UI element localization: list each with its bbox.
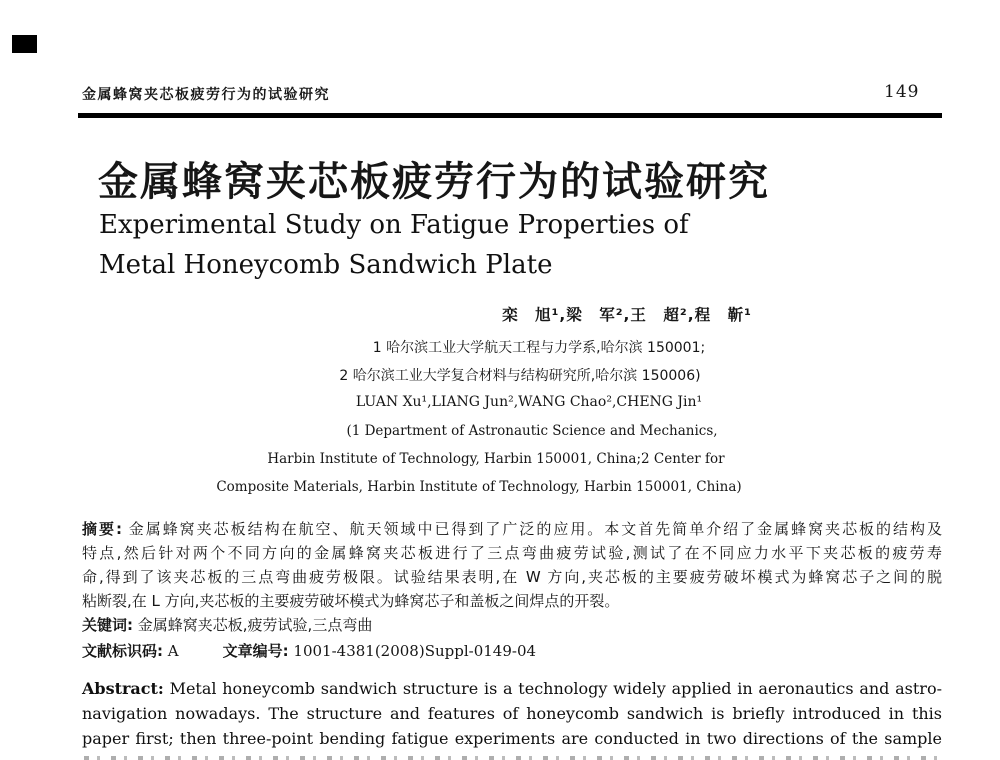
doc-code-value: A xyxy=(167,642,179,660)
affiliation-cn-1: 1 哈尔滨工业大学航天工程与力学系,哈尔滨 150001; xyxy=(372,340,706,356)
authors-en: LUAN Xu¹,LIANG Jun²,WANG Chao²,CHENG Jin¹ xyxy=(355,394,703,410)
abstract-cn-line-1 xyxy=(82,520,942,539)
page-number: 149 xyxy=(884,82,920,102)
abstract-cn-line-2: 特点,然后针对两个不同方向的金属蜂窝夹芯板进行了三点弯曲疲劳试验,测试了在不同应力水平下夹芯板的疲劳寿 xyxy=(82,544,942,562)
abstract-en-line-2: navigation nowadays. The structure and features of honeycomb sandwich is briefly introduced in this xyxy=(82,704,942,723)
abstract-en-line-3: paper first; then three-point bending fatigue experiments are conducted in two directions of the sample xyxy=(82,729,942,748)
article-title-en-line1: Experimental Study on Fatigue Properties of xyxy=(99,210,689,240)
article-title-en-line2: Metal Honeycomb Sandwich Plate xyxy=(99,250,553,280)
doc-id-line xyxy=(82,642,942,661)
affiliation-cn-2: 2 哈尔滨工业大学复合材料与结构研究所,哈尔滨 150006) xyxy=(339,368,701,384)
doc-code-label: 文献标识码: xyxy=(82,642,163,660)
clipped-text-line xyxy=(84,756,940,760)
keywords-text: 金属蜂窝夹芯板,疲劳试验,三点弯曲 xyxy=(137,616,373,634)
author-block xyxy=(82,0,942,520)
affiliation-en-2: Harbin Institute of Technology, Harbin 150001, China;2 Center for xyxy=(267,451,725,467)
article-number-value: 1001-4381(2008)Suppl-0149-04 xyxy=(293,642,537,660)
abstract-en-text-1: Metal honeycomb sandwich structure is a technology widely applied in aeronautics and astro- xyxy=(169,679,942,698)
abstract-cn-line-3: 命,得到了该夹芯板的三点弯曲疲劳极限。试验结果表明,在 W 方向,夹芯板的主要疲劳破坏模式为蜂窝芯子之间的脱 xyxy=(82,568,942,586)
abstract-cn-line-4: 粘断裂,在 L 方向,夹芯板的主要疲劳破坏模式为蜂窝芯子和盖板之间焊点的开裂。 xyxy=(82,592,620,610)
keywords-label: 关键词: xyxy=(82,616,133,634)
scan-artifact-mark xyxy=(12,35,37,53)
affiliation-en-3: Composite Materials, Harbin Institute of Technology, Harbin 150001, China) xyxy=(216,479,742,495)
affiliation-en-1: (1 Department of Astronautic Science and Mechanics, xyxy=(346,423,718,439)
keywords-line xyxy=(82,616,942,635)
abstract-cn-label: 摘要: xyxy=(82,520,122,538)
running-head: 金属蜂窝夹芯板疲劳行为的试验研究 xyxy=(82,87,330,103)
article-number-label: 文章编号: xyxy=(222,642,289,660)
article-title-cn: 金属蜂窝夹芯板疲劳行为的试验研究 xyxy=(98,159,770,205)
abstract-cn-text-1: 金属蜂窝夹芯板结构在航空、航天领域中已得到了广泛的应用。本文首先简单介绍了金属蜂窝夹芯板的结构及 xyxy=(128,520,942,538)
abstract-en-line-1 xyxy=(82,678,942,699)
abstract-en-label: Abstract: xyxy=(82,679,164,698)
authors-cn: 栾 旭¹,梁 军²,王 超²,程 靳¹ xyxy=(502,306,752,324)
